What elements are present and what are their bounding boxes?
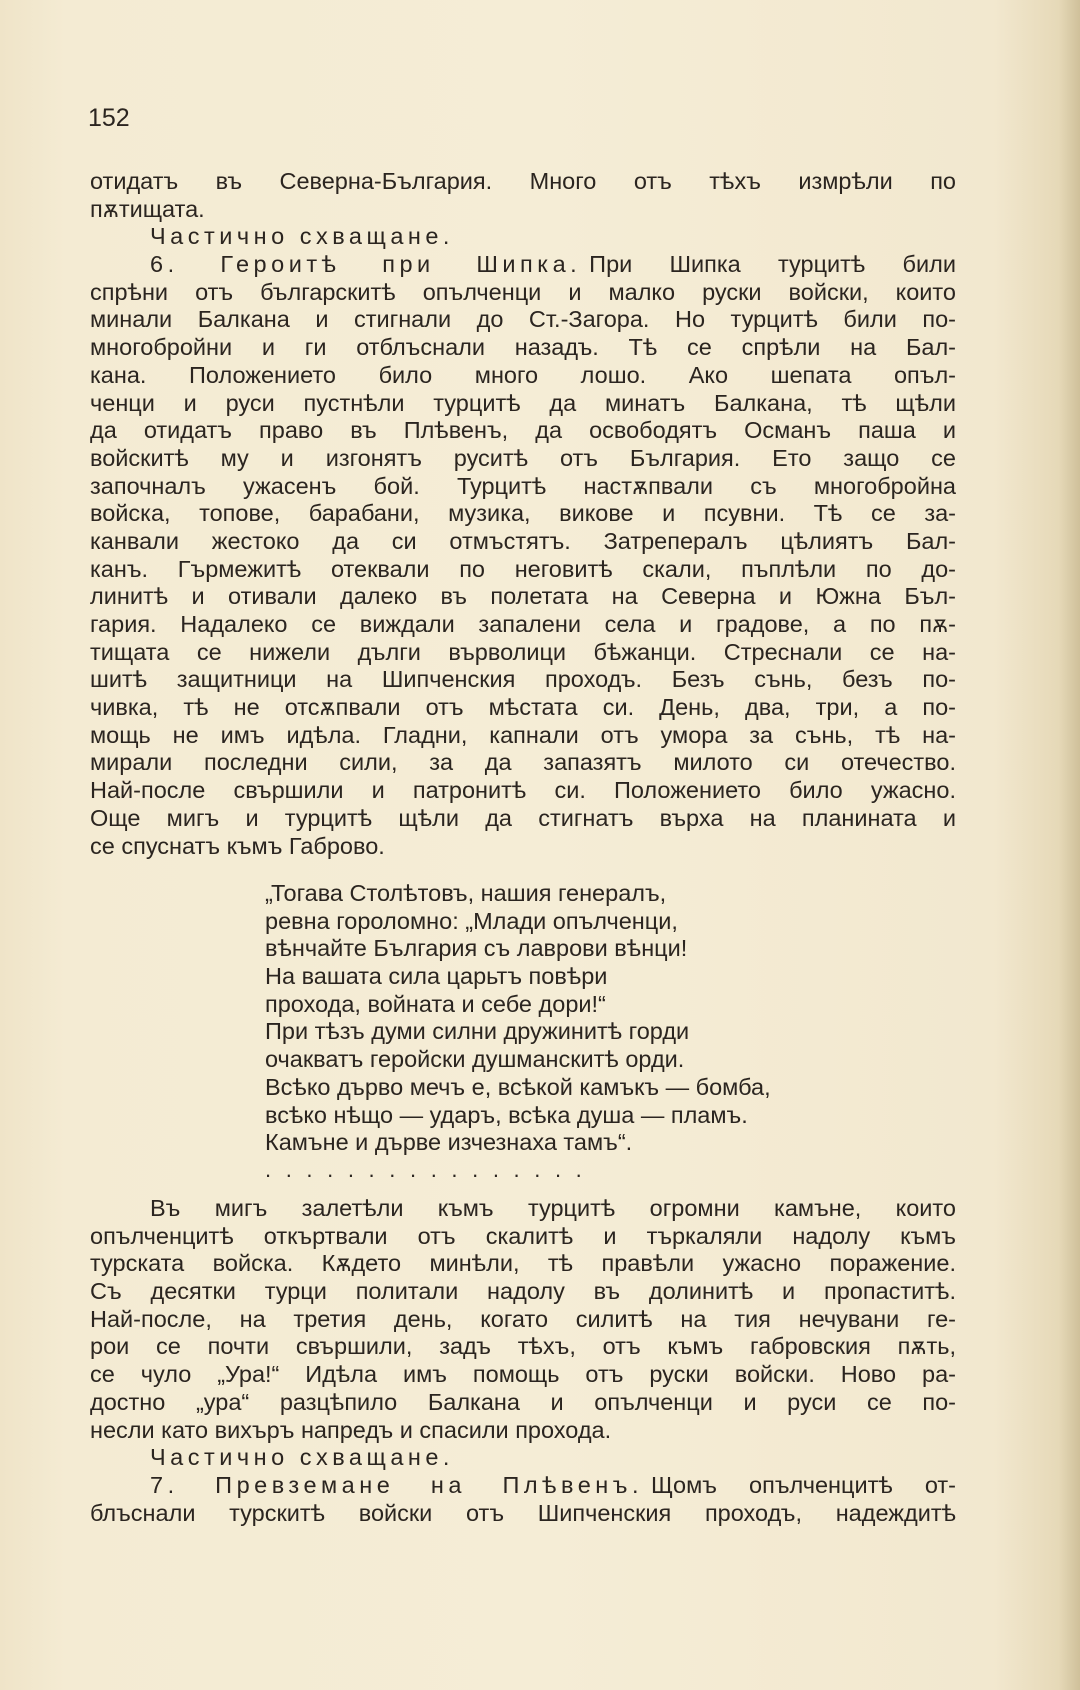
- text-line: несли като вихъръ напредъ и спасили прохода.: [90, 1416, 612, 1443]
- text-line: прохода, войната и себе дори!“: [265, 990, 606, 1017]
- text-line: Още мигъ и турцитѣ щѣли да стигнатъ върха на планината и: [90, 804, 956, 831]
- paragraph-shipka: [90, 168, 956, 860]
- text-line: да отидатъ право въ Плѣвенъ, да освободятъ Османъ паша и: [90, 417, 956, 444]
- spaced-heading: 6. Героитѣ при Шипка.: [150, 251, 582, 278]
- spaced-heading: 7. Превземане на Плѣвенъ.: [150, 1471, 644, 1498]
- text-line: войскитѣ му и изгонятъ руситѣ отъ България. Ето защо се: [90, 444, 956, 471]
- text-line: гария. Надалеко се виждали запалени села и градове, а по пѫ-: [90, 611, 956, 637]
- ellipsis-dots: ................: [265, 1157, 597, 1182]
- text-line: Въ мигъ залетѣли къмъ турцитѣ огромни камъне, които: [150, 1195, 956, 1221]
- text-line: пѫтищата.: [90, 195, 205, 222]
- text-line: очакватъ геройски душманскитѣ орди.: [265, 1046, 685, 1073]
- text-line: Най-после свършили и патронитѣ си. Положението било ужасно.: [90, 777, 956, 804]
- text-line: Съ десятки турци политали надолу въ долинитѣ и пропаститѣ.: [90, 1278, 956, 1305]
- text-line: Всѣко дърво мечъ е, всѣкой камъкъ — бомба,: [265, 1073, 771, 1100]
- text-line: блъснали турскитѣ войски отъ Шипченския проходъ, надеждитѣ: [90, 1499, 956, 1526]
- text-line: „Тогава Столѣтовъ, нашия генералъ,: [265, 880, 667, 906]
- text-line: При тѣзъ думи силни дружинитѣ горди: [265, 1018, 690, 1045]
- text-line: започналъ ужасенъ бой. Турцитѣ настѫпвали съ многобройна: [90, 472, 956, 499]
- line-text: При Шипка турцитѣ били: [589, 251, 956, 278]
- text-line: минали Балкана и стигнали до Ст.-Загора. Но турцитѣ били по-: [90, 306, 956, 333]
- text-line: отидатъ въ Северна-България. Много отъ тѣхъ измрѣли по: [90, 168, 956, 194]
- text-line: На вашата сила царьтъ повѣри: [265, 963, 608, 990]
- text-line: всѣко нѣщо — ударъ, всѣка душа — пламъ.: [265, 1101, 748, 1128]
- text-line: опълченцитѣ откъртвали отъ скалитѣ и търкаляли надолу къмъ: [90, 1222, 956, 1249]
- text-line: се чуло „Ура!“ Идѣла имъ помощь отъ руски войски. Ново ра-: [90, 1361, 956, 1388]
- text-line: [90, 1472, 956, 1500]
- text-line: войска, топове, барабани, музика, викове и псувни. Тѣ се за-: [90, 500, 956, 527]
- page-number: 152: [88, 104, 130, 132]
- text-line: многобройни и ги отблъснали назадъ. Тѣ се спрѣли на Бал-: [90, 334, 956, 361]
- text-line: шитѣ защитници на Шипченския проходъ. Безъ сънь, безъ по-: [90, 666, 956, 693]
- text-line: линитѣ и отивали далеко въ полетата на Северна и Южна Бъл-: [90, 583, 956, 610]
- spaced-heading: Частично схващане.: [150, 1444, 454, 1471]
- text-line: [90, 223, 956, 251]
- text-line: вѣнчайте България съ лаврови вѣнци!: [265, 935, 688, 962]
- text-line: Камъне и дърве изчезнаха тамъ“.: [265, 1129, 633, 1156]
- text-line: турската войска. Кѫдето минѣли, тѣ правѣли ужасно поражение.: [90, 1250, 956, 1277]
- text-line: тищата се нижели дълги върволици бѣжанци. Стреснали се на-: [90, 638, 956, 665]
- paragraph-rocks-and-pleven: [90, 1195, 956, 1527]
- text-line: канвали жестоко да си отмъстятъ. Затрепералъ цѣлиятъ Бал-: [90, 527, 956, 554]
- text-line: [90, 251, 956, 279]
- text-line: рои се почти свършили, задъ тѣхъ, отъ къмъ габровския пѫть,: [90, 1333, 956, 1360]
- text-line: ревна гороломно: „Млади опълченци,: [265, 907, 678, 934]
- text-line: мирали последни сили, за да запазятъ милото си отечество.: [90, 749, 956, 776]
- text-line: се спуснатъ къмъ Габрово.: [90, 832, 385, 859]
- text-line: чивка, тѣ не отсѫпвали отъ мѣстата си. День, два, три, а по-: [90, 694, 956, 721]
- spaced-heading: Частично схващане.: [150, 223, 454, 250]
- text-line: Най-после, на третия день, когато силитѣ на тия нечувани ге-: [90, 1305, 956, 1332]
- text-line: ченци и руси пустнѣли турцитѣ да минатъ Балкана, тѣ щѣли: [90, 389, 956, 416]
- text-line: достно „ура“ разцѣпило Балкана и опълченци и руси се по-: [90, 1388, 956, 1415]
- poem-quote: [265, 880, 965, 1157]
- line-text: Щомъ опълченцитѣ от-: [651, 1471, 956, 1498]
- text-line: канъ. Гърмежитѣ отеквали по неговитѣ скали, пъплѣли по до-: [90, 555, 956, 582]
- text-line: [90, 1444, 956, 1472]
- text-line: мощь не имъ идѣла. Гладни, капнали отъ умора за сънь, тѣ на-: [90, 721, 956, 748]
- text-line: кана. Положението било много лошо. Ако шепата опъл-: [90, 361, 956, 388]
- text-line: спрѣни отъ българскитѣ опълченци и малко руски войски, които: [90, 278, 956, 305]
